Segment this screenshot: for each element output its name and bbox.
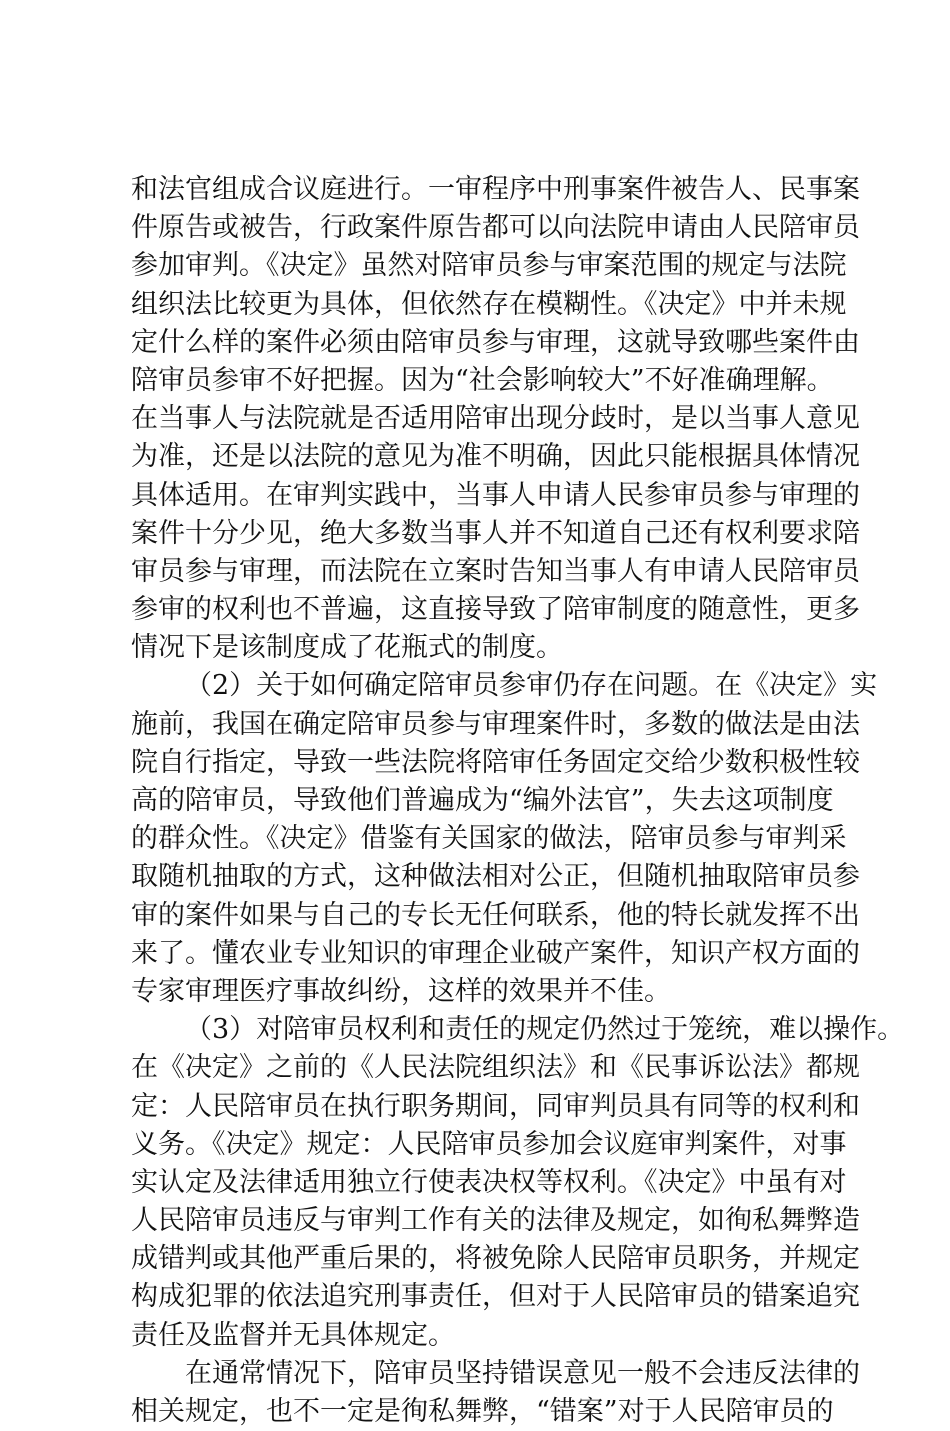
text-line: 为准，还是以法院的意见为准不明确，因此只能根据具体情况 bbox=[131, 441, 860, 473]
text-line: 定：人民陪审员在执行职务期间，同审判员具有同等的权利和 bbox=[131, 1090, 860, 1122]
text-line: 构成犯罪的依法追究刑事责任，但对于人民陪审员的错案追究 bbox=[131, 1281, 860, 1313]
text-line: 高的陪审员，导致他们普遍成为“编外法官”，失去这项制度 bbox=[131, 785, 834, 816]
text-line: 件原告或被告，行政案件原告都可以向法院申请由人民陪审员 bbox=[131, 212, 860, 244]
text-line: 情况下是该制度成了花瓶式的制度。 bbox=[131, 632, 563, 664]
paragraph-2 bbox=[131, 667, 878, 1011]
text-line: （3）对陪审员权利和责任的规定仍然过于笼统，难以操作。 bbox=[185, 1014, 905, 1046]
text-line: 参审的权利也不普遍，这直接导致了陪审制度的随意性，更多 bbox=[131, 594, 860, 626]
paragraph-3 bbox=[131, 1011, 905, 1355]
text-line: （2）关于如何确定陪审员参审仍存在问题。在《决定》实 bbox=[185, 670, 878, 702]
text-line: 陪审员参审不好把握。因为“社会影响较大”不好准确理解。 bbox=[131, 364, 834, 396]
text-line: 施前，我国在确定陪审员参与审理案件时，多数的做法是由法 bbox=[131, 708, 860, 740]
text-line: 和法官组成合议庭进行。一审程序中刑事案件被告人、民事案 bbox=[131, 174, 860, 205]
text-line: 实认定及法律适用独立行使表决权等权利。《决定》中虽有对 bbox=[131, 1166, 847, 1198]
text-line: 审员参与审理，而法院在立案时告知当事人有申请人民陪审员 bbox=[131, 555, 860, 587]
text-line: 人民陪审员违反与审判工作有关的法律及规定，如徇私舞弊造 bbox=[131, 1205, 860, 1237]
text-line: 的群众性。《决定》借鉴有关国家的做法，陪审员参与审判采 bbox=[131, 823, 847, 855]
text-line: 在《决定》之前的《人民法院组织法》和《民事诉讼法》都规 bbox=[131, 1052, 860, 1084]
text-line: 在当事人与法院就是否适用陪审出现分歧时，是以当事人意见 bbox=[131, 403, 860, 435]
text-line: 在通常情况下，陪审员坚持错误意见一般不会违反法律的 bbox=[185, 1357, 860, 1389]
text-line: 专家审理医疗事故纠纷，这样的效果并不佳。 bbox=[131, 975, 671, 1007]
text-line: 来了。懂农业专业知识的审理企业破产案件，知识产权方面的 bbox=[131, 937, 860, 969]
body-text bbox=[131, 171, 905, 1431]
paragraph-1 bbox=[131, 171, 860, 667]
text-line: 定什么样的案件必须由陪审员参与审理，这就导致哪些案件由 bbox=[131, 326, 860, 358]
text-line: 组织法比较更为具体，但依然存在模糊性。《决定》中并未规 bbox=[131, 288, 847, 320]
text-line: 院自行指定，导致一些法院将陪审任务固定交给少数积极性较 bbox=[131, 746, 860, 778]
text-line: 案件十分少见，绝大多数当事人并不知道自己还有权利要求陪 bbox=[131, 517, 860, 549]
text-line: 参加审判。《决定》虽然对陪审员参与审案范围的规定与法院 bbox=[131, 250, 847, 282]
text-line: 取随机抽取的方式，这种做法相对公正，但随机抽取陪审员参 bbox=[131, 861, 860, 893]
text-line: 具体适用。在审判实践中，当事人申请人民参审员参与审理的 bbox=[131, 479, 860, 511]
paragraph-4 bbox=[131, 1355, 860, 1431]
text-line: 审的案件如果与自己的专长无任何联系，他的特长就发挥不出 bbox=[131, 899, 860, 931]
text-line: 相关规定，也不一定是徇私舞弊，“错案”对于人民陪审员的 bbox=[131, 1396, 834, 1427]
text-line: 义务。《决定》规定：人民陪审员参加会议庭审判案件，对事 bbox=[131, 1128, 847, 1160]
text-line: 责任及监督并无具体规定。 bbox=[131, 1319, 455, 1351]
text-line: 成错判或其他严重后果的，将被免除人民陪审员职务，并规定 bbox=[131, 1243, 860, 1275]
